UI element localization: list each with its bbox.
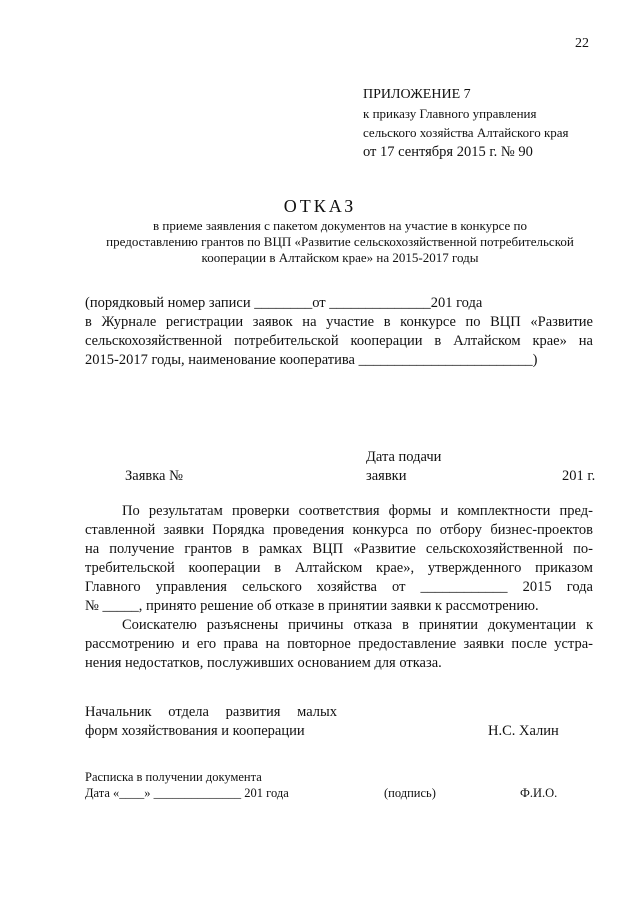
- body-line: № _____, принято решение об отказе в принятии заявки к рассмотрению.: [85, 598, 539, 614]
- body-line: нения недостатков, послуживших основанием для отказа.: [85, 655, 442, 671]
- subtitle-line: в приеме заявления с пакетом документов на участие в конкурсе по: [153, 218, 527, 233]
- body-paragraph-1: [85, 502, 593, 616]
- record-line: 2015-2017 годы, наименование кооператива ________________________): [85, 352, 538, 368]
- date-label-2: заявки: [366, 468, 407, 484]
- body-line: Главного управления сельского хозяйства от ____________ 2015 года: [85, 579, 593, 595]
- signature-name: Н.С. Халин: [488, 723, 559, 739]
- subtitle-line: кооперации в Алтайском крае» на 2015-2017 годы: [201, 250, 479, 265]
- record-block: [85, 294, 593, 370]
- signature-position: [85, 703, 337, 741]
- signature-position-line: Начальник отдела развития малых: [85, 704, 337, 720]
- body-line: Соискателю разъяснены причины отказа в принятии документации к: [122, 617, 593, 633]
- page-number: 22: [575, 36, 589, 51]
- document-subtitle: [100, 218, 580, 266]
- record-line: сельскохозяйственной потребительской кооперации в Алтайском крае» на: [85, 333, 593, 349]
- body-line: на получение грантов в рамках ВЦП «Развитие сельскохозяйственной по-: [85, 541, 593, 557]
- appendix-org-line: сельского хозяйства Алтайского края: [363, 125, 569, 140]
- subtitle-line: предоставлению грантов по ВЦП «Развитие сельскохозяйственной потребительской: [106, 234, 574, 249]
- appendix-order-line: к приказу Главного управления: [363, 106, 537, 121]
- appendix-date-line: от 17 сентября 2015 г. № 90: [363, 144, 533, 160]
- body-paragraph-2: [85, 616, 593, 673]
- date-year: 201 г.: [562, 468, 596, 484]
- record-line: в Журнале регистрации заявок на участие в конкурсе по ВЦП «Развитие: [85, 314, 593, 330]
- body-line: рассмотрению и его права на повторное предоставление заявки после устра-: [85, 636, 593, 652]
- date-label-1: Дата подачи: [366, 449, 442, 465]
- record-line: (порядковый номер записи ________от ______________201 года: [85, 295, 483, 311]
- receipt-fio-label: Ф.И.О.: [520, 786, 558, 800]
- receipt-title: Расписка в получении документа: [85, 770, 262, 784]
- receipt-date-line: Дата «____» ______________ 201 года: [85, 786, 289, 800]
- appendix-header: [363, 85, 569, 162]
- body-line: требительской кооперации в Алтайском крае», утвержденного приказом: [85, 560, 593, 576]
- application-number-label: Заявка №: [125, 468, 183, 484]
- appendix-title: ПРИЛОЖЕНИЕ 7: [363, 87, 471, 102]
- signature-position-line: форм хозяйствования и кооперации: [85, 723, 305, 739]
- body-line: По результатам проверки соответствия формы и комплектности пред-: [122, 503, 593, 519]
- receipt-signature-label: (подпись): [384, 786, 436, 800]
- body-line: ставленной заявки Порядка проведения конкурса по отбору бизнес-проектов: [85, 522, 593, 538]
- document-title: ОТКАЗ: [283, 196, 357, 216]
